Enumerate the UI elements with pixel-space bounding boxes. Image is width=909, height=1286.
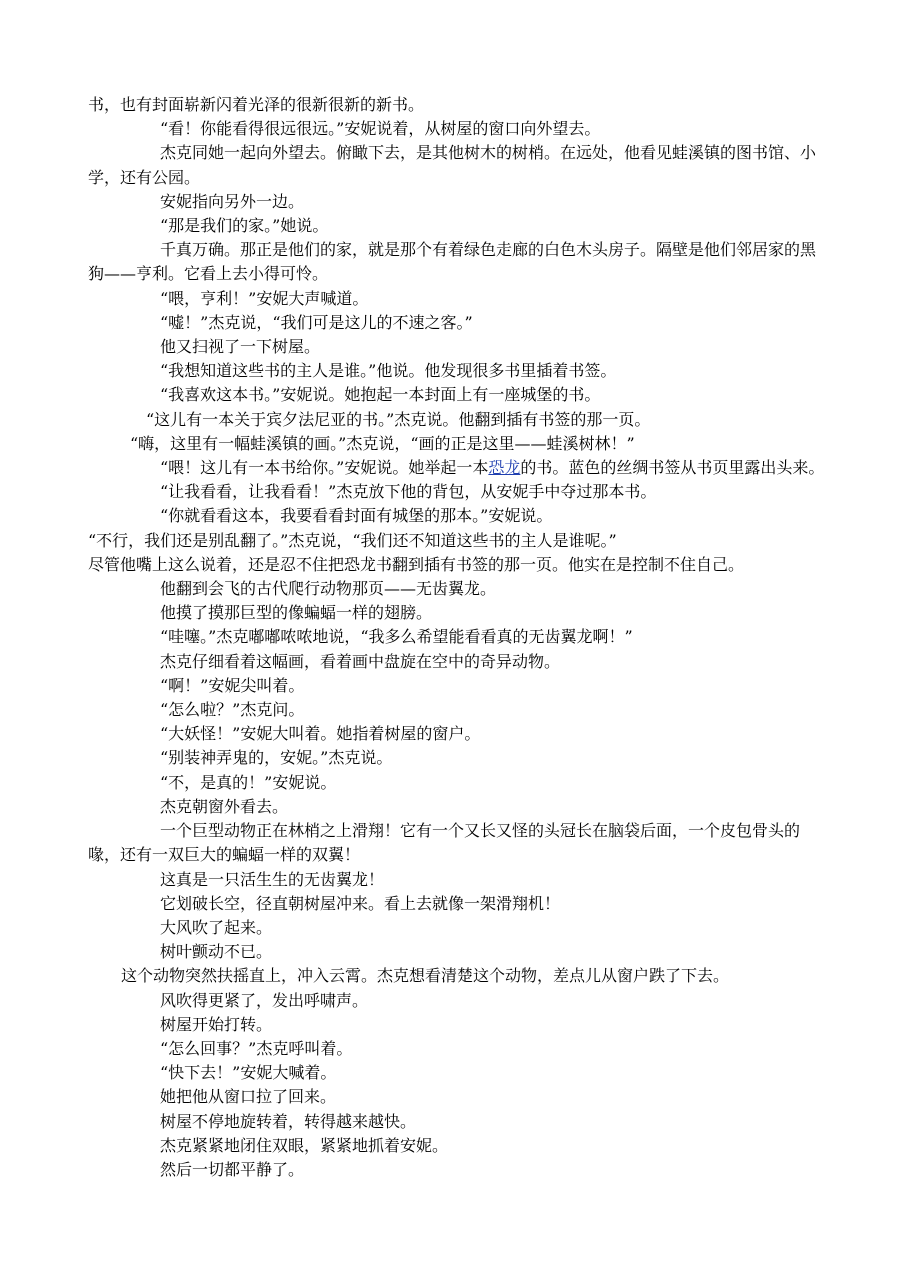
paragraph: 千真万确。那正是他们的家，就是那个有着绿色走廊的白色木头房子。隔壁是他们邻居家的黑狗——亨利。它看上去小得可怜。 <box>88 240 817 284</box>
paragraph: “别装神弄鬼的，安妮。”杰克说。 <box>160 748 393 768</box>
paragraph: “我喜欢这本书。”安妮说。她抱起一本封面上有一座城堡的书。 <box>160 385 601 405</box>
document-body <box>88 93 828 1182</box>
paragraph <box>88 456 828 480</box>
paragraph-text-before-link: “喂！这儿有一本书给你。”安妮说。她举起一本 <box>160 458 489 478</box>
paragraph: 他翻到会飞的古代爬行动物那页——无齿翼龙。 <box>160 579 497 599</box>
paragraph: 这真是一只活生生的无齿翼龙！ <box>160 869 385 889</box>
paragraph: “这儿有一本关于宾夕法尼亚的书。”杰克说。他翻到插有书签的那一页。 <box>146 409 651 429</box>
paragraph: 风吹得更紧了，发出呼啸声。 <box>160 990 369 1010</box>
paragraph: “不行，我们还是别乱翻了。”杰克说，“我们还不知道这些书的主人是谁呢。” <box>88 530 617 550</box>
paragraph: 他摸了摸那巨型的像蝙蝠一样的翅膀。 <box>160 603 433 623</box>
paragraph: “啊！”安妮尖叫着。 <box>160 675 305 695</box>
paragraph: 杰克紧紧地闭住双眼，紧紧地抓着安妮。 <box>160 1135 449 1155</box>
paragraph: 这个动物突然扶摇直上，冲入云霄。杰克想看清楚这个动物，差点儿从窗户跌了下去。 <box>121 966 730 986</box>
paragraph: 书，也有封面崭新闪着光泽的很新很新的新书。 <box>88 95 425 114</box>
paragraph: 大风吹了起来。 <box>160 917 273 937</box>
paragraph: 杰克仔细看着这幅画，看着画中盘旋在空中的奇异动物。 <box>160 651 561 671</box>
paragraph: “那是我们的家。”她说。 <box>160 216 329 236</box>
paragraph: 树屋开始打转。 <box>160 1014 273 1034</box>
paragraph: 他又扫视了一下树屋。 <box>160 337 321 357</box>
paragraph: 一个巨型动物正在林梢之上滑翔！它有一个又长又怪的头冠长在脑袋后面，一个皮包骨头的喙，还有一双巨大的蝙蝠一样的双翼！ <box>88 821 801 865</box>
paragraph: “你就看看这本，我要看看封面有城堡的那本。”安妮说。 <box>160 506 553 526</box>
paragraph: “看！你能看得很远很远。”安妮说着，从树屋的窗口向外望去。 <box>160 119 601 139</box>
dinosaur-link[interactable]: 恐龙 <box>488 458 521 478</box>
paragraph: 树叶颤动不已。 <box>160 942 273 962</box>
paragraph: 安妮指向另外一边。 <box>160 191 305 211</box>
paragraph: 树屋不停地旋转着，转得越来越快。 <box>160 1111 417 1131</box>
paragraph: 杰克朝窗外看去。 <box>160 796 289 816</box>
paragraph: 它划破长空，径直朝树屋冲来。看上去就像一架滑翔机！ <box>160 893 561 913</box>
paragraph: “不，是真的！”安妮说。 <box>160 772 337 792</box>
paragraph: “喂，亨利！”安妮大声喊道。 <box>160 288 369 308</box>
paragraph: “哇噻。”杰克嘟嘟哝哝地说，“我多么希望能看看真的无齿翼龙啊！” <box>160 627 633 647</box>
paragraph: “怎么回事？”杰克呼叫着。 <box>160 1038 353 1058</box>
paragraph-text-after-link: 的书。蓝色的丝绸书签从书页里露出头来。 <box>520 458 825 478</box>
paragraph: “嘘！”杰克说，“我们可是这儿的不速之客。” <box>160 312 473 332</box>
paragraph: “我想知道这些书的主人是谁。”他说。他发现很多书里插着书签。 <box>160 361 617 381</box>
paragraph: “让我看看，让我看看！”杰克放下他的背包，从安妮手中夺过那本书。 <box>160 482 657 502</box>
paragraph: 尽管他嘴上这么说着，还是忍不住把恐龙书翻到插有书签的那一页。他实在是控制不住自己。 <box>88 554 745 574</box>
paragraph: “嗨，这里有一幅蛙溪镇的画。”杰克说，“画的正是这里——蛙溪树林！” <box>130 433 635 453</box>
paragraph: 她把他从窗口拉了回来。 <box>160 1087 337 1107</box>
paragraph: 然后一切都平静了。 <box>160 1159 305 1179</box>
paragraph: “怎么啦？”杰克问。 <box>160 700 305 720</box>
paragraph: 杰克同她一起向外望去。俯瞰下去，是其他树木的树梢。在远处，他看见蛙溪镇的图书馆、小学，还有公园。 <box>88 143 817 187</box>
paragraph: “大妖怪！”安妮大叫着。她指着树屋的窗户。 <box>160 724 481 744</box>
paragraph: “快下去！”安妮大喊着。 <box>160 1063 337 1083</box>
